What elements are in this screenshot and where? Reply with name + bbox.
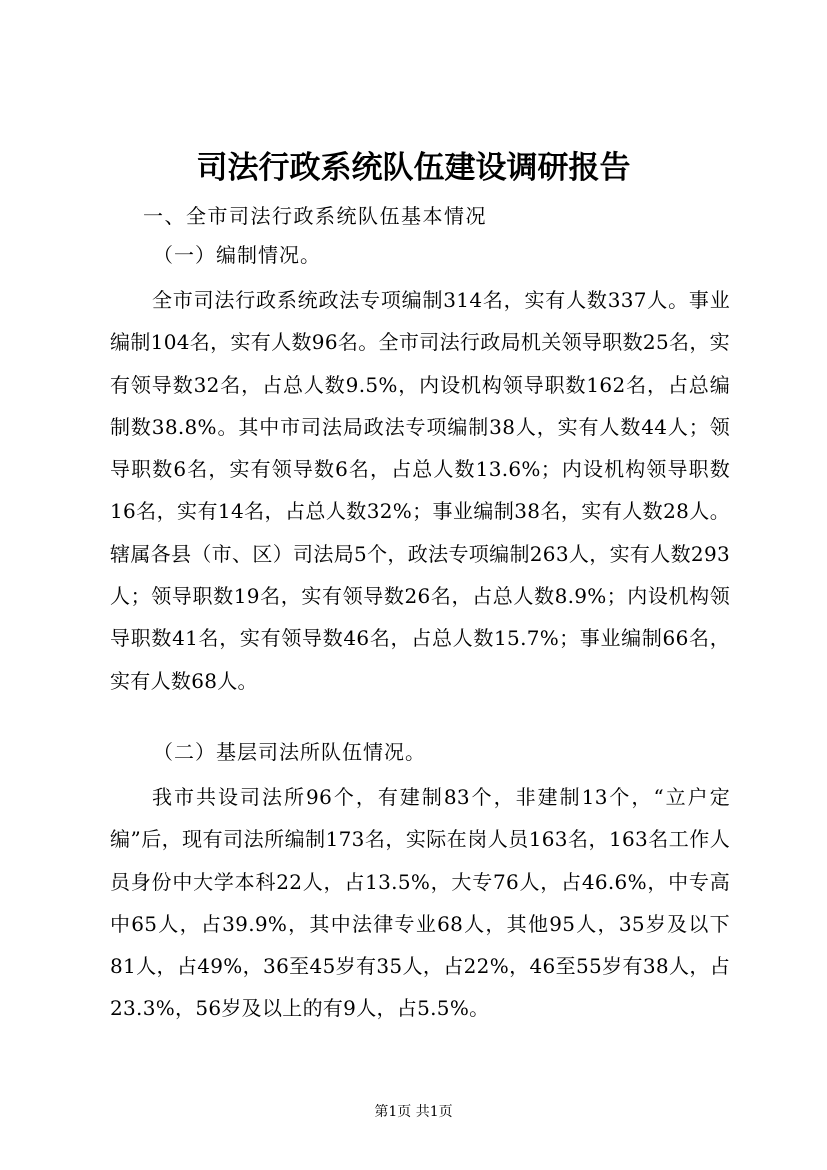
page-footer: 第1页 共1页 <box>374 1104 453 1120</box>
paragraph-grassroots: 我市共设司法所96个，有建制83个，非建制13个，“立户定编”后，现有司法所编制173名，实际在岗人员163名，163名工作人员身份中大学本科22人，占13.5%，大专76人，占46.6%，中专高中65人，占39.9%，其中法律专业68人，其他95人，35岁及以下81人，占49%，36至45岁有35人，占22%，46至55岁有38人，占23.3%，56岁及以上的有9人，占5.5%。 <box>110 785 730 1021</box>
subsection-heading-grassroots: （二）基层司法所队伍情况。 <box>153 740 426 764</box>
paragraph-staffing: 全市司法行政系统政法专项编制314名，实有人数337人。事业编制104名，实有人数96名。全市司法行政局机关领导职数25名，实有领导数32名，占总人数9.5%，内设机构领导职数162名，占总编制数38.8%。其中市司法局政法专项编制38人，实有人数44人；领导职数6名，实有领导数6名，占总人数13.6%；内设机构领导职数16名，实有14名，占总人数32%；事业编制38名，实有人数28人。辖属各县（市、区）司法局5个，政法专项编制263人，实有人数293人；领导职数19名，实有领导数26名，占总人数8.9%；内设机构领导职数41名，实有领导数46名，占总人数15.7%；事业编制66名，实有人数68人。 <box>110 288 730 693</box>
document-title: 司法行政系统队伍建设调研报告 <box>196 150 631 186</box>
subsection-heading-staffing: （一）编制情况。 <box>153 243 321 267</box>
section-heading-basic-situation: 一、全市司法行政系统队伍基本情况 <box>143 204 487 228</box>
